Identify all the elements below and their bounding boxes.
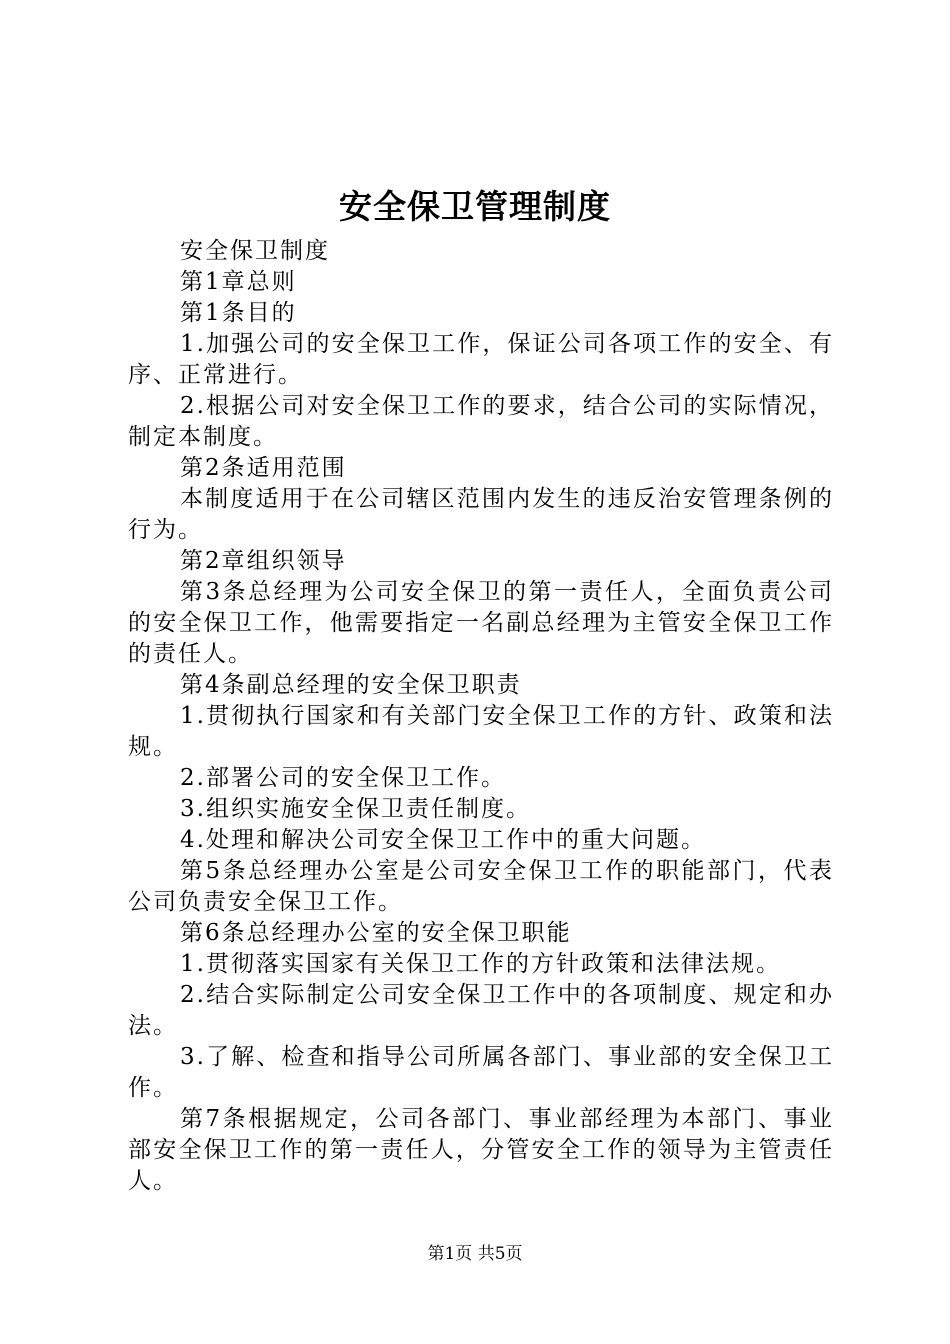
paragraph: 1.贯彻执行国家和有关部门安全保卫工作的方针、政策和法规。 [128,703,834,760]
paragraph: 安全保卫制度 [180,238,330,264]
paragraph: 3.了解、检查和指导公司所属各部门、事业部的安全保卫工作。 [128,1044,834,1101]
paragraph: 2.结合实际制定公司安全保卫工作中的各项制度、规定和办法。 [128,982,834,1039]
paragraph: 1.贯彻落实国家有关保卫工作的方针政策和法律法规。 [180,951,781,977]
paragraph: 第3条总经理为公司安全保卫的第一责任人，全面负责公司的安全保卫工作，他需要指定一名副总经理为主管安全保卫工作的责任人。 [128,579,834,667]
article-heading: 第2条适用范围 [180,455,347,481]
article-heading: 第6条总经理办公室的安全保卫职能 [180,920,572,946]
paragraph: 本制度适用于在公司辖区范围内发生的违反治安管理条例的行为。 [128,486,834,543]
chapter-heading: 第1章总则 [180,269,297,295]
paragraph: 第5条总经理办公室是公司安全保卫工作的职能部门，代表公司负责安全保卫工作。 [128,858,834,915]
paragraph: 第7条根据规定，公司各部门、事业部经理为本部门、事业部安全保卫工作的第一责任人，分管安全工作的领导为主管责任人。 [128,1106,834,1194]
paragraph: 3.组织实施安全保卫责任制度。 [180,796,531,822]
page-footer: 第1页 共5页 [427,1244,523,1264]
chapter-heading: 第2章组织领导 [180,548,347,574]
paragraph: 2.部署公司的安全保卫工作。 [180,765,506,791]
paragraph: 1.加强公司的安全保卫工作，保证公司各项工作的安全、有序、正常进行。 [128,331,834,388]
article-heading: 第4条副总经理的安全保卫职责 [180,672,522,698]
document-title: 安全保卫管理制度 [339,187,611,226]
article-heading: 第1条目的 [180,300,297,326]
document-body [128,236,834,1197]
paragraph: 2.根据公司对安全保卫工作的要求，结合公司的实际情况，制定本制度。 [128,393,834,450]
paragraph: 4.处理和解决公司安全保卫工作中的重大问题。 [180,827,706,853]
